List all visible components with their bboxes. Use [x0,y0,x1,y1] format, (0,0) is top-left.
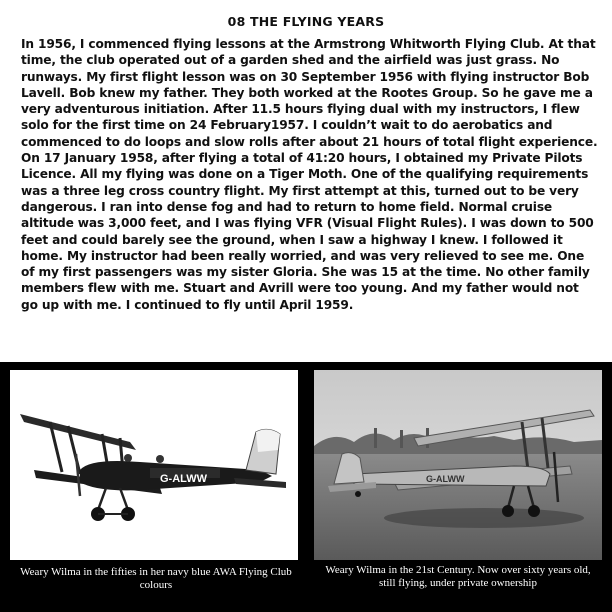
photo-left-caption: Weary Wilma in the fifties in her navy blue AWA Flying Club colours [20,566,292,591]
photo-band [0,362,612,612]
photo-left-fifties [10,370,298,560]
body-paragraph: In 1956, I commenced flying lessons at the Armstrong Whitworth Flying Club. At that time, the club operated out of a garden shed and the airfield was just grass. No runways. My first flight lesson was on 30 September 1956 with flying instructor Bob Lavell. Bob knew my father. They both worked at the Rootes Group. So he gave me a very adventurous initiation. After 11.5 hours flying dual with my instructors, I flew solo for the first time on 24 February1957. I couldn’t wait to do aerobatics and commenced to do loops and slow rolls after about 21 hours of total flight experience. On 17 January 1958, after flying a total of 41:20 hours, I obtained my Private Pilots Licence. All my flying was done on a Tiger Moth. One of the qualifying requirements was a three leg cross country flight. My first attempt at this, turned out to be very dangerous. I ran into dense fog and had to return to home field. Normal cruise altitude was 3,000 feet, and I was flying VFR (Visual Flight Rules). I was down to 500 feet and could barely see the ground, when I saw a highway I knew. I followed it home. My instructor had been really worried, and was very relieved to see me. One of my first passengers was my sister Gloria. She was 15 at the time. No other family members flew with me. Stuart and Avrill were too young. And my father would not go up with me. I continued to fly until April 1959. [21,37,598,312]
biplane-in-flight-illustration [10,370,298,560]
photo-right-21st-century [314,370,602,560]
biplane-on-airfield-illustration [314,370,602,560]
registration-marking: G-ALWW [426,474,465,484]
photo-right-caption: Weary Wilma in the 21st Century. Now over sixty years old, still flying, under private ownership [325,564,591,589]
page-title: 08 THE FLYING YEARS [227,14,385,29]
registration-marking: G-ALWW [160,473,208,485]
